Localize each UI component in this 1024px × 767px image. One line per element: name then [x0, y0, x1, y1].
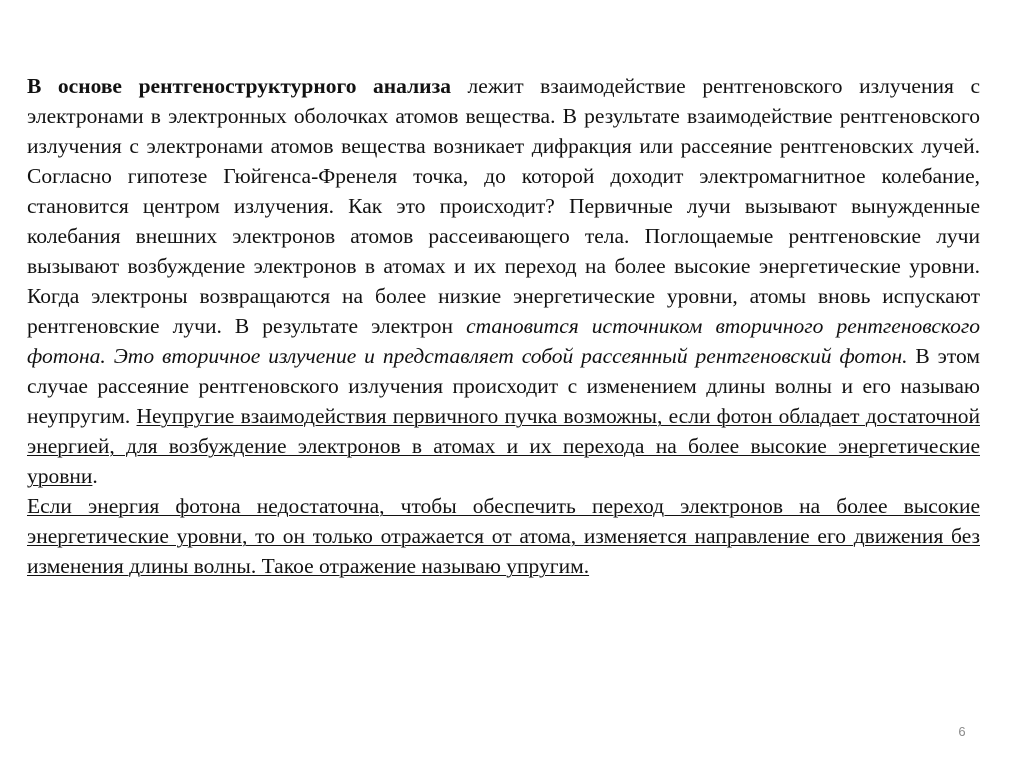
text-run: .: [92, 464, 98, 488]
italic-run: становится источником вторичного рентгеновского фотона. Это вторичное излучение и представляет собой рассеянный рентгеновский фотон.: [27, 314, 980, 368]
body-text: [27, 71, 980, 581]
underlined-run: Неупругие взаимодействия первичного пучка возможны, если фотон обладает достаточной энергией, для возбуждение электронов в атомах и их перехода на более высокие энергетические уровни: [27, 404, 980, 488]
text-run: лежит взаимодействие рентгеновского излучения с электронами в электронных оболочках атомов вещества. В результате взаимодействие рентгеновского излучения с электронами атомов вещества возникает дифракция или рассеяние рентгеновских лучей. Согласно гипотезе Гюйгенса-Френеля точка, до которой доходит электромагнитное колебание, становится центром излучения. Как это происходит? Первичные лучи вызывают вынужденные колебания внешних электронов атомов рассеивающего тела. Поглощаемые рентгеновские лучи вызывают возбуждение электронов в атомах и их переход на более высокие энергетические уровни. Когда электроны возвращаются на более низкие энергетические уровни, атомы вновь испускают рентгеновские лучи. В результате электрон: [27, 74, 981, 338]
paragraph-1: [27, 71, 980, 491]
page-number: 6: [958, 724, 966, 739]
text-run: В этом случае рассеяние рентгеновского излучения происходит с изменением длины волны и его называю неупругим.: [27, 344, 980, 428]
bold-intro: В основе рентгеноструктурного анализа: [27, 74, 451, 98]
paragraph-2: [27, 491, 980, 581]
underlined-run: Если энергия фотона недостаточна, чтобы обеспечить переход электронов на более высокие энергетические уровни, то он только отражается от атома, изменяется направление его движения без изменения длины волны. Такое отражение называю упругим.: [27, 494, 980, 578]
